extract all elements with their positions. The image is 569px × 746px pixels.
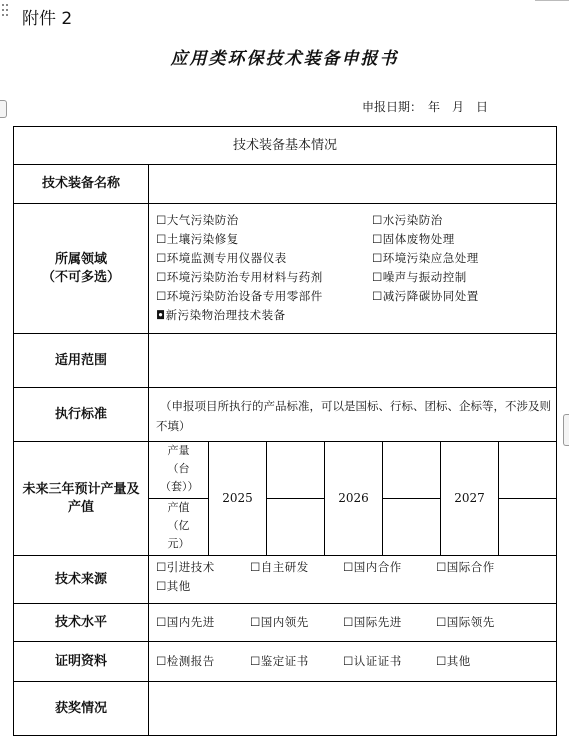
checkbox-water-pollution[interactable]: ☐水污染防治 xyxy=(372,213,443,227)
year-2026: 2026 xyxy=(338,491,369,505)
field-2025-output[interactable] xyxy=(267,442,324,498)
checkbox-international-advanced[interactable]: ☐国际先进 xyxy=(343,615,402,629)
checkbox-domestic-cooperation[interactable]: ☐国内合作 xyxy=(343,560,402,574)
checkbox-domestic-advanced[interactable]: ☐国内先进 xyxy=(156,615,215,629)
field-2027-value[interactable] xyxy=(499,499,556,555)
checkbox-new-pollutants[interactable]: ◘新污染物治理技术装备 xyxy=(156,308,286,322)
label-domain xyxy=(14,204,148,333)
label-domain-text: 所属领域 xyxy=(54,251,107,267)
label-standard: 执行标准 xyxy=(54,406,107,422)
output-quantity-label: 产量（台（套）） xyxy=(160,444,199,493)
label-equipment-name: 技术装备名称 xyxy=(41,176,120,191)
checkbox-international-leading[interactable]: ☐国际领先 xyxy=(436,615,495,629)
checkbox-soil-remediation[interactable]: ☐土壤污染修复 xyxy=(156,232,239,246)
year-2027: 2027 xyxy=(454,491,485,505)
checkbox-noise-vibration[interactable]: ☐噪声与振动控制 xyxy=(372,270,467,284)
checkbox-source-other[interactable]: ☐其他 xyxy=(156,579,191,593)
label-awards: 获奖情况 xyxy=(54,700,107,716)
checkbox-certification-cert[interactable]: ☐认证证书 xyxy=(343,654,402,668)
checkbox-proof-other[interactable]: ☐其他 xyxy=(436,654,471,668)
field-2026-value[interactable] xyxy=(383,499,440,555)
domain-options-left xyxy=(156,211,368,325)
checkbox-air-pollution[interactable]: ☐大气污染防治 xyxy=(156,213,239,227)
checkbox-independent-rd[interactable]: ☐自主研发 xyxy=(250,560,309,574)
label-scope: 适用范围 xyxy=(54,352,107,368)
field-equipment-name[interactable] xyxy=(149,165,556,203)
field-2026-output[interactable] xyxy=(383,442,440,498)
field-2027-output[interactable] xyxy=(499,442,556,498)
checkbox-imported-tech[interactable]: ☐引进技术 xyxy=(156,560,215,574)
checkbox-carbon-reduction[interactable]: ☐减污降碳协同处置 xyxy=(372,289,479,303)
checkbox-emergency-response[interactable]: ☐环境污染应急处理 xyxy=(372,251,479,265)
label-tech-level: 技术水平 xyxy=(54,614,107,630)
field-scope[interactable] xyxy=(149,334,556,387)
checkbox-appraisal-cert[interactable]: ☐鉴定证书 xyxy=(250,654,309,668)
checkbox-test-report[interactable]: ☐检测报告 xyxy=(156,654,215,668)
checkbox-monitoring-instruments[interactable]: ☐环境监测专用仪器仪表 xyxy=(156,251,287,265)
label-tech-source: 技术来源 xyxy=(54,571,107,587)
attachment-label: 附件 2 xyxy=(22,9,73,29)
document-title: 应用类环保技术装备申报书 xyxy=(170,49,399,69)
field-2025-value[interactable] xyxy=(267,499,324,555)
section-title: 技术装备基本情况 xyxy=(232,137,337,153)
checkbox-domestic-leading[interactable]: ☐国内领先 xyxy=(250,615,309,629)
label-forecast: 未来三年预计产量及产值 xyxy=(22,481,140,515)
checkbox-equipment-parts[interactable]: ☐环境污染防治设备专用零部件 xyxy=(156,289,323,303)
checkbox-materials-agents[interactable]: ☐环境污染防治专用材料与药剂 xyxy=(156,270,323,284)
label-domain-note: （不可多选） xyxy=(41,269,120,285)
year-2025: 2025 xyxy=(222,491,253,505)
field-awards[interactable] xyxy=(149,682,556,735)
declaration-date: 申报日期： 年 月 日 xyxy=(362,100,489,114)
domain-options-right xyxy=(372,211,552,306)
checkbox-international-cooperation[interactable]: ☐国际合作 xyxy=(436,560,495,574)
standard-hint[interactable]: （申报项目所执行的产品标准，可以是国标、行标、团标、企标等，不涉及则不填） xyxy=(156,399,551,433)
label-proof: 证明资料 xyxy=(54,653,107,669)
output-value-label: 产值（亿元） xyxy=(167,501,190,550)
checkbox-solid-waste[interactable]: ☐固体废物处理 xyxy=(372,232,455,246)
